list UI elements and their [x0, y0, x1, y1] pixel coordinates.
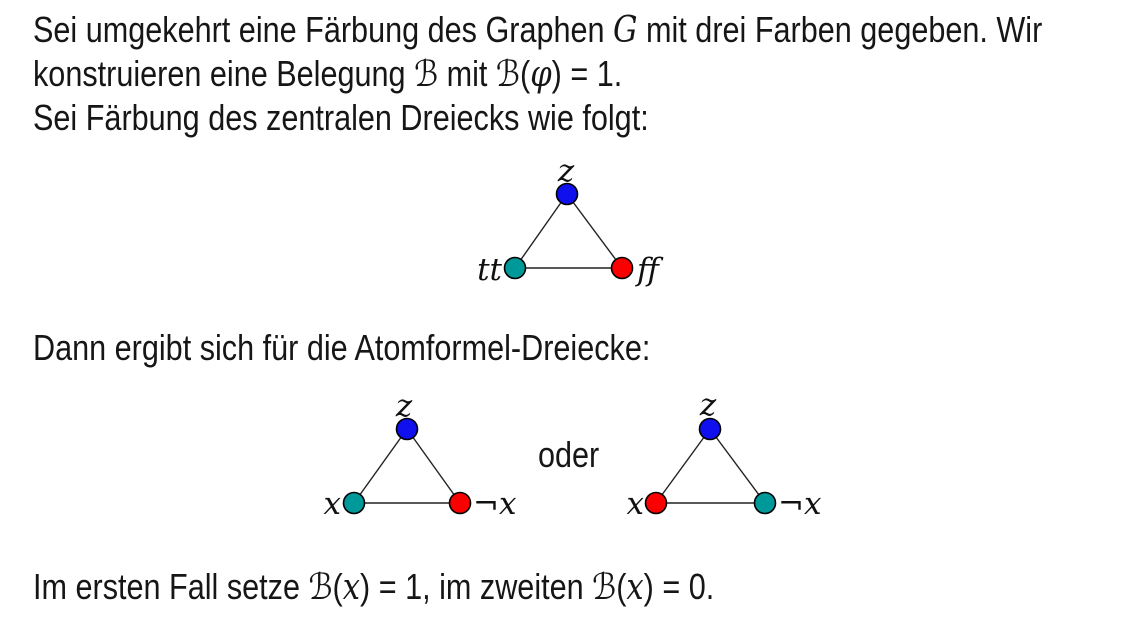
text-run: Dann ergibt sich für die Atomformel-Dreiecke: — [33, 327, 651, 368]
text-run: konstruieren eine Belegung — [33, 53, 415, 94]
text-run: ) = 1. — [551, 53, 623, 94]
edge-z-notx — [710, 429, 765, 503]
label-z-central: z — [557, 153, 575, 189]
label-tt: tt — [477, 252, 502, 288]
edge-z-x — [656, 429, 710, 503]
edge-z-tt — [515, 194, 567, 268]
node-x-first — [344, 493, 365, 514]
node-ff — [612, 258, 633, 279]
node-notx-first — [450, 493, 471, 514]
text-run: ) = 1, im zweiten — [360, 566, 593, 607]
text-run: ) = 0. — [643, 566, 715, 607]
label-z-second: z — [699, 387, 717, 423]
math-var-x: x — [342, 567, 361, 608]
paren: ( — [332, 566, 343, 607]
node-notx-second — [755, 493, 776, 514]
paren: ( — [519, 53, 531, 94]
text-run: Im ersten Fall setze — [33, 566, 309, 607]
math-script-B: ℬ — [592, 567, 617, 608]
edge-z-x — [354, 429, 407, 503]
first-atom-triangle — [324, 388, 517, 522]
node-x-second — [646, 493, 667, 514]
text-run: mit — [438, 53, 496, 94]
text-run: mit drei Farben gegeben. Wir — [637, 9, 1043, 50]
math-var-phi: φ — [530, 54, 552, 95]
edge-z-ff — [567, 194, 622, 268]
text-run: Sei Färbung des zentralen Dreiecks wie folgt: — [33, 97, 649, 138]
label-x-second: x — [626, 486, 644, 522]
label-x-first: x — [323, 486, 341, 522]
math-var-G: G — [613, 10, 638, 51]
central-triangle — [477, 153, 664, 288]
math-script-B: ℬ — [495, 54, 520, 95]
label-z-first: z — [395, 388, 413, 424]
second-atom-triangle — [627, 387, 822, 522]
paren: ( — [616, 566, 627, 607]
text-run: oder — [538, 434, 600, 475]
math-var-x: x — [626, 567, 644, 608]
math-script-B: ℬ — [414, 54, 439, 95]
label-notx-first: ¬x — [473, 486, 517, 522]
label-notx-second: ¬x — [778, 486, 822, 522]
text-run: Sei umgekehrt eine Färbung des Graphen — [33, 9, 614, 50]
math-script-B: ℬ — [308, 567, 333, 608]
label-ff: ff — [637, 252, 659, 288]
node-tt — [505, 258, 526, 279]
edge-z-notx — [407, 429, 460, 503]
